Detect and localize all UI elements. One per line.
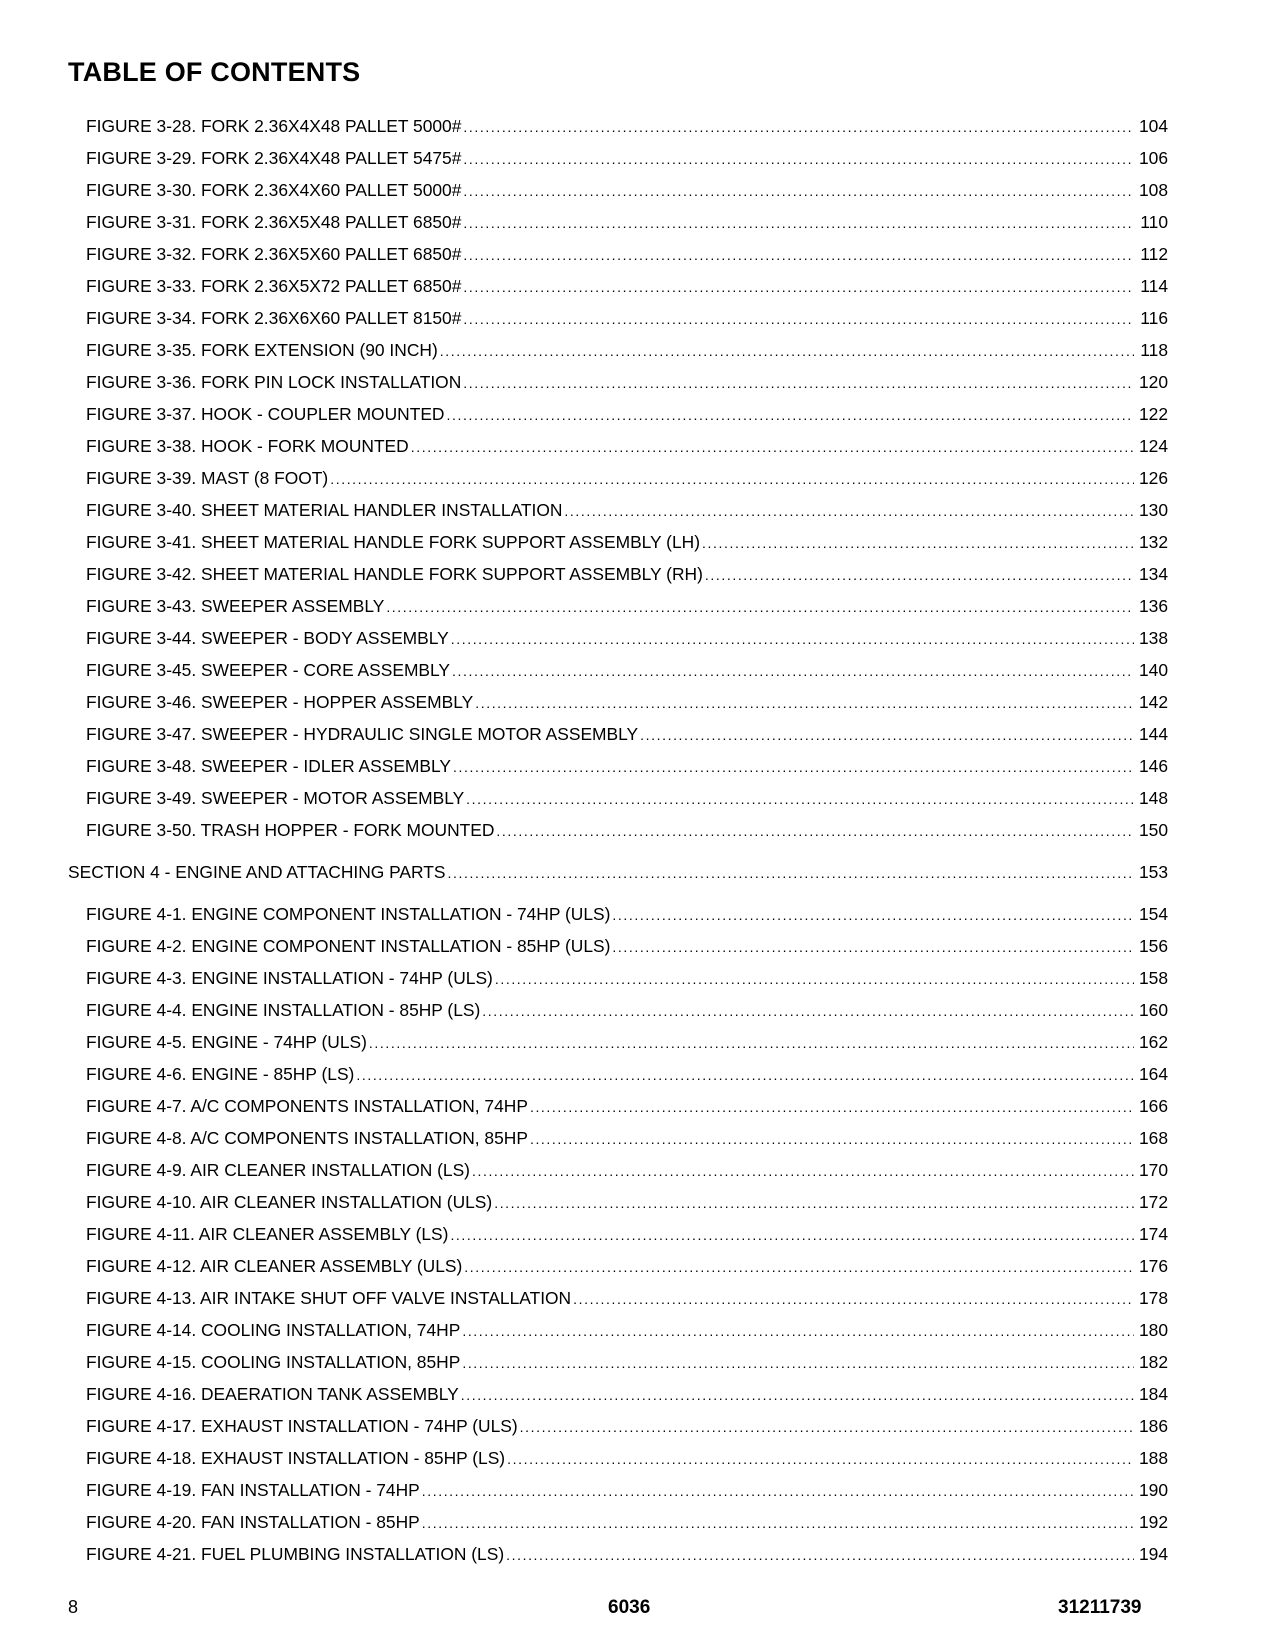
table-of-contents [68,110,1168,1570]
toc-entry-title: FIGURE 4-20. FAN INSTALLATION - 85HP [86,1512,420,1532]
dot-leader [462,1347,1134,1379]
toc-entry-title: FIGURE 3-37. HOOK - COUPLER MOUNTED [86,404,445,424]
toc-figure-entry[interactable] [68,1122,1168,1154]
toc-entry-page: 124 [1138,436,1168,456]
dot-leader [520,1411,1134,1443]
dot-leader [475,687,1134,719]
dot-leader [495,963,1134,995]
toc-figure-entry[interactable] [68,1026,1168,1058]
toc-entry-page: 188 [1138,1448,1168,1468]
page-title: TABLE OF CONTENTS [68,57,361,87]
toc-entry-title: FIGURE 3-30. FORK 2.36X4X60 PALLET 5000# [86,180,462,200]
toc-entry-title: FIGURE 3-39. MAST (8 FOOT) [86,468,329,488]
dot-leader [451,623,1134,655]
toc-entry-page: 106 [1138,148,1168,168]
toc-figure-entry[interactable] [68,302,1168,334]
toc-figure-entry[interactable] [68,526,1168,558]
dot-leader [440,335,1134,367]
toc-figure-entry[interactable] [68,718,1168,750]
toc-figure-entry[interactable] [68,430,1168,462]
toc-figure-entry[interactable] [68,1410,1168,1442]
toc-entry-page: 150 [1138,820,1168,840]
dot-leader [506,1539,1134,1571]
toc-figure-entry[interactable] [68,270,1168,302]
toc-entry-title: FIGURE 4-8. A/C COMPONENTS INSTALLATION, 85HP [86,1128,528,1148]
toc-figure-entry[interactable] [68,1346,1168,1378]
toc-entry-title: FIGURE 3-33. FORK 2.36X5X72 PALLET 6850# [86,276,462,296]
toc-entry-title: FIGURE 4-5. ENGINE - 74HP (ULS) [86,1032,367,1052]
dot-leader [422,1475,1134,1507]
toc-entry-page: 158 [1138,968,1168,988]
toc-entry-page: 120 [1138,372,1168,392]
toc-entry-page: 172 [1138,1192,1168,1212]
dot-leader [482,995,1134,1027]
dot-leader [463,303,1134,335]
toc-figure-entry[interactable] [68,962,1168,994]
toc-entry-title: SECTION 4 - ENGINE AND ATTACHING PARTS [68,862,446,882]
toc-figure-entry[interactable] [68,1474,1168,1506]
dot-leader [453,751,1134,783]
dot-leader [494,1187,1134,1219]
toc-entry-page: 170 [1138,1160,1168,1180]
dot-leader [356,1059,1134,1091]
toc-entry-page: 192 [1138,1512,1168,1532]
toc-figure-entry[interactable] [68,930,1168,962]
dot-leader [450,1219,1134,1251]
toc-entry-title: FIGURE 3-45. SWEEPER - CORE ASSEMBLY [86,660,451,680]
toc-entry-page: 180 [1138,1320,1168,1340]
toc-entry-page: 104 [1138,116,1168,136]
dot-leader [705,559,1134,591]
toc-entry-page: 186 [1138,1416,1168,1436]
footer-page-number: 8 [68,1597,79,1617]
toc-figure-entry[interactable] [68,1218,1168,1250]
toc-entry-page: 190 [1138,1480,1168,1500]
toc-entry-title: FIGURE 4-17. EXHAUST INSTALLATION - 74HP (ULS) [86,1416,518,1436]
dot-leader [463,271,1134,303]
toc-entry-page: 118 [1140,340,1168,360]
toc-entry-title: FIGURE 4-9. AIR CLEANER INSTALLATION (LS) [86,1160,470,1180]
toc-entry-page: 166 [1138,1096,1168,1116]
toc-entry-title: FIGURE 3-38. HOOK - FORK MOUNTED [86,436,409,456]
toc-entry-title: FIGURE 4-7. A/C COMPONENTS INSTALLATION, 74HP [86,1096,528,1116]
toc-figure-entry[interactable] [68,1314,1168,1346]
toc-entry-title: FIGURE 4-11. AIR CLEANER ASSEMBLY (LS) [86,1224,449,1244]
dot-leader [530,1123,1134,1155]
toc-entry-title: FIGURE 4-4. ENGINE INSTALLATION - 85HP (LS) [86,1000,481,1020]
toc-entry-page: 194 [1138,1544,1168,1564]
toc-entry-page: 153 [1138,862,1168,882]
toc-figure-entry[interactable] [68,366,1168,398]
toc-entry-title: FIGURE 4-18. EXHAUST INSTALLATION - 85HP (LS) [86,1448,506,1468]
dot-leader [530,1091,1134,1123]
toc-figure-entry[interactable] [68,110,1168,142]
toc-entry-page: 116 [1140,308,1168,328]
toc-entry-title: FIGURE 3-47. SWEEPER - HYDRAULIC SINGLE MOTOR ASSEMBLY [86,724,639,744]
toc-figure-entry[interactable] [68,1090,1168,1122]
toc-figure-entry[interactable] [68,654,1168,686]
dot-leader [463,239,1134,271]
toc-entry-title: FIGURE 3-46. SWEEPER - HOPPER ASSEMBLY [86,692,474,712]
toc-entry-page: 122 [1138,404,1168,424]
toc-figure-entry[interactable] [68,1538,1168,1570]
toc-entry-page: 108 [1138,180,1168,200]
dot-leader [447,399,1135,431]
toc-entry-title: FIGURE 3-49. SWEEPER - MOTOR ASSEMBLY [86,788,465,808]
toc-figure-entry[interactable] [68,238,1168,270]
toc-entry-page: 184 [1138,1384,1168,1404]
dot-leader [386,591,1134,623]
dot-leader [463,207,1134,239]
toc-figure-entry[interactable] [68,898,1168,930]
toc-entry-title: FIGURE 3-48. SWEEPER - IDLER ASSEMBLY [86,756,451,776]
toc-entry-title: FIGURE 4-13. AIR INTAKE SHUT OFF VALVE INSTALLATION [86,1288,572,1308]
footer-model: 6036 [608,1597,651,1618]
toc-figure-entry[interactable] [68,1378,1168,1410]
dot-leader [612,931,1134,963]
toc-figure-entry[interactable] [68,398,1168,430]
toc-figure-entry[interactable] [68,1058,1168,1090]
toc-entry-page: 138 [1138,628,1168,648]
toc-figure-entry[interactable] [68,1282,1168,1314]
toc-entry-title: FIGURE 4-19. FAN INSTALLATION - 74HP [86,1480,420,1500]
toc-figure-entry[interactable] [68,782,1168,814]
dot-leader [464,1251,1134,1283]
toc-figure-entry[interactable] [68,590,1168,622]
toc-entry-title: FIGURE 4-1. ENGINE COMPONENT INSTALLATION - 74HP (ULS) [86,904,611,924]
toc-entry-page: 132 [1138,532,1168,552]
toc-entry-title: FIGURE 3-31. FORK 2.36X5X48 PALLET 6850# [86,212,462,232]
toc-entry-title: FIGURE 3-50. TRASH HOPPER - FORK MOUNTED [86,820,495,840]
toc-figure-entry[interactable] [68,994,1168,1026]
toc-entry-title: FIGURE 4-12. AIR CLEANER ASSEMBLY (ULS) [86,1256,463,1276]
toc-entry-title: FIGURE 3-44. SWEEPER - BODY ASSEMBLY [86,628,449,648]
toc-entry-page: 178 [1138,1288,1168,1308]
toc-entry-page: 174 [1138,1224,1168,1244]
dot-leader [369,1027,1134,1059]
toc-entry-page: 130 [1138,500,1168,520]
dot-leader [463,175,1134,207]
toc-entry-title: FIGURE 4-2. ENGINE COMPONENT INSTALLATION - 85HP (ULS) [86,936,611,956]
toc-entry-page: 140 [1138,660,1168,680]
dot-leader [702,527,1134,559]
toc-figure-entry[interactable] [68,814,1168,846]
dot-leader [422,1507,1134,1539]
toc-entry-page: 164 [1138,1064,1168,1084]
toc-entry-page: 146 [1138,756,1168,776]
dot-leader [507,1443,1134,1475]
dot-leader [463,367,1134,399]
dot-leader [463,111,1134,143]
toc-section-entry[interactable] [68,856,1168,888]
toc-entry-page: 134 [1138,564,1168,584]
dot-leader [564,495,1134,527]
toc-figure-entry[interactable] [68,462,1168,494]
toc-entry-title: FIGURE 4-16. DEAERATION TANK ASSEMBLY [86,1384,459,1404]
toc-entry-title: FIGURE 3-34. FORK 2.36X6X60 PALLET 8150# [86,308,462,328]
toc-entry-title: FIGURE 4-21. FUEL PLUMBING INSTALLATION (LS) [86,1544,505,1564]
toc-entry-title: FIGURE 4-10. AIR CLEANER INSTALLATION (ULS) [86,1192,493,1212]
toc-entry-page: 162 [1138,1032,1168,1052]
toc-figure-entry[interactable] [68,1442,1168,1474]
toc-entry-title: FIGURE 4-15. COOLING INSTALLATION, 85HP [86,1352,461,1372]
toc-entry-page: 176 [1138,1256,1168,1276]
toc-entry-title: FIGURE 3-35. FORK EXTENSION (90 INCH) [86,340,438,360]
toc-figure-entry[interactable] [68,1506,1168,1538]
toc-entry-page: 156 [1138,936,1168,956]
toc-entry-title: FIGURE 3-43. SWEEPER ASSEMBLY [86,596,385,616]
toc-entry-page: 110 [1140,212,1168,232]
toc-figure-entry[interactable] [68,494,1168,526]
toc-entry-title: FIGURE 3-28. FORK 2.36X4X48 PALLET 5000# [86,116,462,136]
toc-entry-title: FIGURE 3-40. SHEET MATERIAL HANDLER INSTALLATION [86,500,563,520]
toc-entry-page: 154 [1138,904,1168,924]
dot-leader [463,143,1134,175]
toc-figure-entry[interactable] [68,206,1168,238]
toc-entry-page: 112 [1140,244,1168,264]
toc-entry-page: 142 [1138,692,1168,712]
toc-entry-title: FIGURE 4-6. ENGINE - 85HP (LS) [86,1064,355,1084]
dot-leader [411,431,1134,463]
dot-leader [462,1315,1134,1347]
toc-entry-page: 144 [1138,724,1168,744]
dot-leader [461,1379,1134,1411]
toc-figure-entry[interactable] [68,558,1168,590]
toc-figure-entry[interactable] [68,1186,1168,1218]
toc-entry-title: FIGURE 3-29. FORK 2.36X4X48 PALLET 5475# [86,148,462,168]
toc-entry-page: 148 [1138,788,1168,808]
footer-part-number: 31211739 [1058,1597,1142,1618]
dot-leader [466,783,1134,815]
dot-leader [612,899,1134,931]
dot-leader [472,1155,1134,1187]
toc-entry-page: 168 [1138,1128,1168,1148]
toc-entry-page: 114 [1140,276,1168,296]
toc-entry-title: FIGURE 3-32. FORK 2.36X5X60 PALLET 6850# [86,244,462,264]
dot-leader [330,463,1134,495]
toc-figure-entry[interactable] [68,622,1168,654]
dot-leader [452,655,1134,687]
dot-leader [640,719,1134,751]
toc-entry-title: FIGURE 4-3. ENGINE INSTALLATION - 74HP (ULS) [86,968,493,988]
toc-entry-page: 126 [1138,468,1168,488]
toc-entry-page: 136 [1138,596,1168,616]
toc-figure-entry[interactable] [68,750,1168,782]
toc-entry-page: 160 [1138,1000,1168,1020]
dot-leader [573,1283,1134,1315]
toc-entry-page: 182 [1138,1352,1168,1372]
toc-figure-entry[interactable] [68,686,1168,718]
toc-entry-title: FIGURE 3-41. SHEET MATERIAL HANDLE FORK SUPPORT ASSEMBLY (LH) [86,532,700,552]
toc-entry-title: FIGURE 3-42. SHEET MATERIAL HANDLE FORK SUPPORT ASSEMBLY (RH) [86,564,703,584]
toc-figure-entry[interactable] [68,1250,1168,1282]
toc-figure-entry[interactable] [68,174,1168,206]
toc-entry-title: FIGURE 4-14. COOLING INSTALLATION, 74HP [86,1320,461,1340]
toc-figure-entry[interactable] [68,334,1168,366]
dot-leader [448,857,1135,889]
toc-figure-entry[interactable] [68,142,1168,174]
toc-entry-title: FIGURE 3-36. FORK PIN LOCK INSTALLATION [86,372,462,392]
dot-leader [496,815,1134,847]
toc-figure-entry[interactable] [68,1154,1168,1186]
